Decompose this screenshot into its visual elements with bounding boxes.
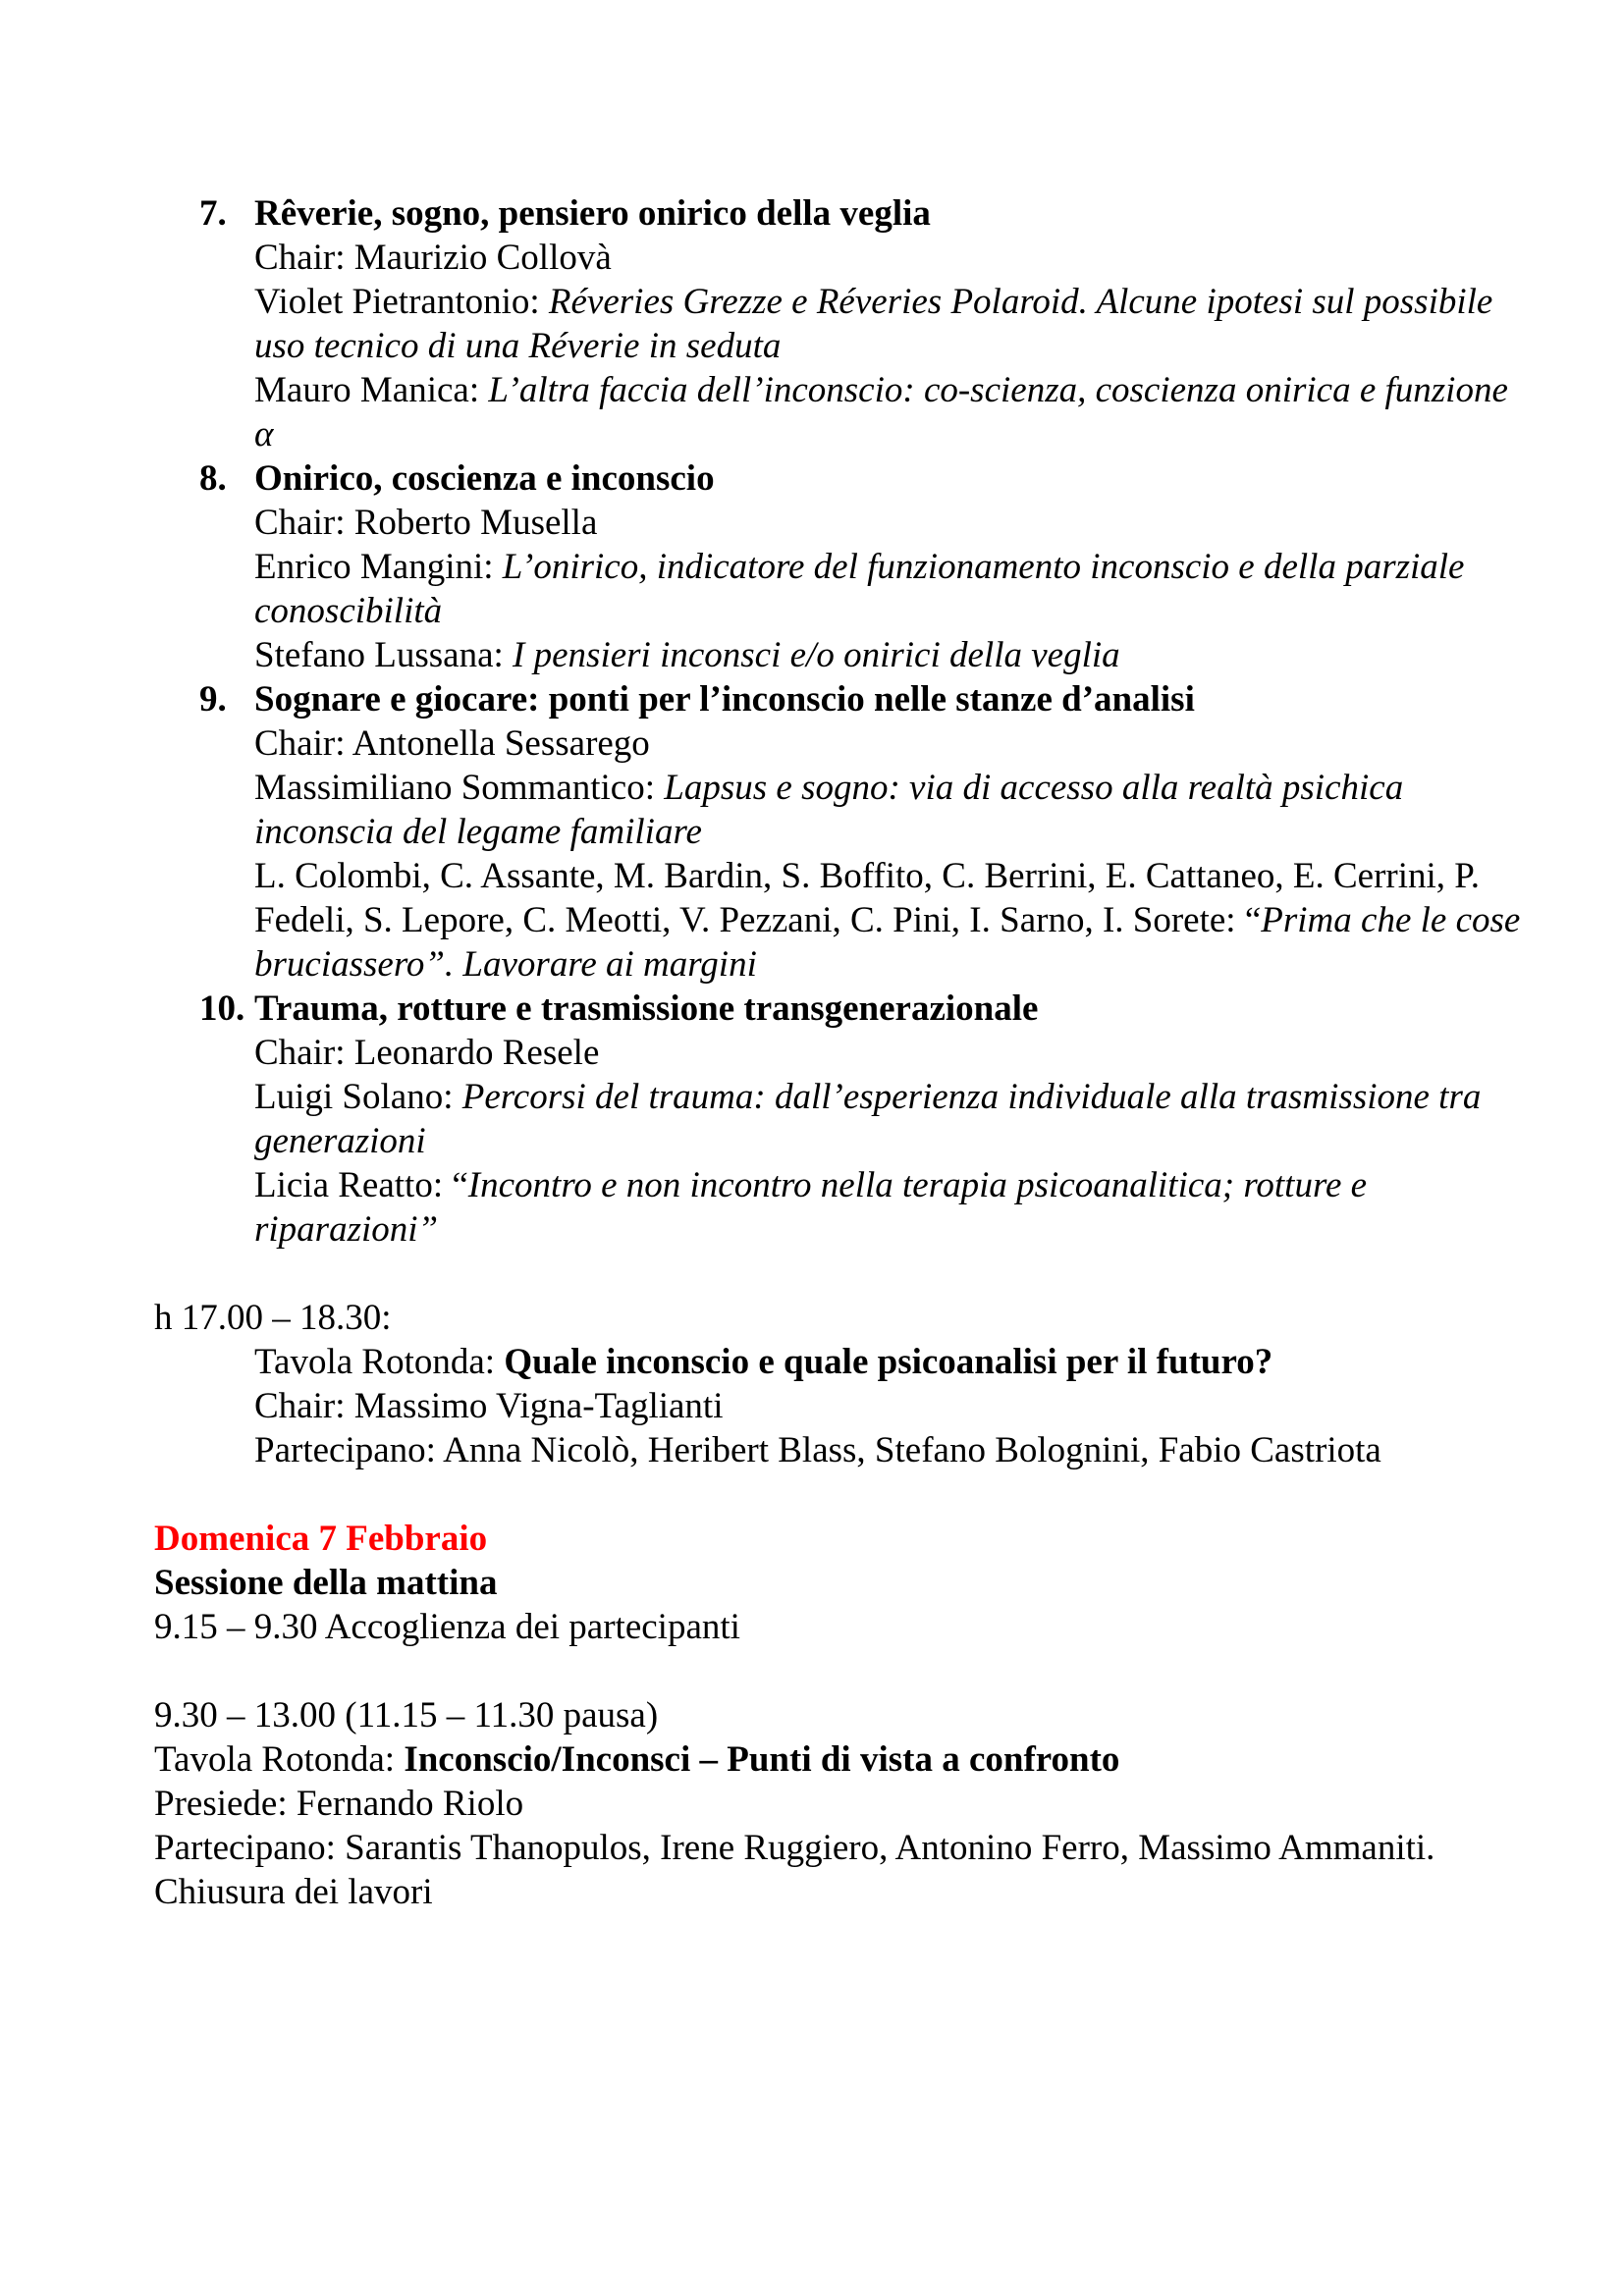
session-title: Onirico, coscienza e inconscio [254,458,715,499]
day-heading: Domenica 7 Febbraio [154,1519,488,1559]
talk-title: Prima che le cose bruciassero”. Lavorare ai margini [254,900,1521,985]
round-table-line [154,1737,1529,1782]
program-column [154,191,1529,1914]
session-item-7 [154,191,1529,456]
president-line: Presiede: Fernando Riolo [154,1784,524,1824]
talk-speaker: Enrico Mangini: [254,547,503,587]
session-chair: Chair: Leonardo Resele [254,1033,600,1073]
session-chair: Chair: Roberto Musella [254,503,598,543]
round-table-title: Quale inconscio e quale psicoanalisi per il futuro? [504,1342,1273,1382]
round-table-prefix: Tavola Rotonda: [154,1739,405,1780]
welcome-line: 9.15 – 9.30 Accoglienza dei partecipanti [154,1607,740,1647]
talk-speaker: Luigi Solano: [254,1077,462,1117]
session-number: 9. [199,679,227,720]
talk-entry [254,1163,1529,1252]
session-item-9 [154,677,1529,987]
session-item-10 [154,987,1529,1252]
session-heading: Sessione della mattina [154,1563,498,1603]
round-table-line [254,1340,1529,1384]
talk-speaker: Violet Pietrantonio: [254,282,549,322]
session-chair: Chair: Maurizio Collovà [254,238,612,278]
talk-title: I pensieri inconsci e/o onirici della veglia [513,635,1120,675]
session-number: 7. [199,193,227,234]
sunday-participants: Partecipano: Sarantis Thanopulos, Irene Ruggiero, Antonino Ferro, Massimo Ammaniti. [154,1828,1435,1868]
talk-entry [254,280,1529,368]
spacer [154,1649,1529,1693]
talk-entry [254,368,1529,456]
session-title: Sognare e giocare: ponti per l’inconscio nelle stanze d’analisi [254,679,1195,720]
talk-entry [254,1075,1529,1163]
session-item-8 [154,456,1529,677]
round-table-title: Inconscio/Inconsci – Punti di vista a confronto [404,1739,1120,1780]
talk-speaker: Licia Reatto: “ [254,1165,468,1205]
afternoon-chair: Chair: Massimo Vigna-Taglianti [254,1386,724,1426]
talk-entry [254,766,1529,854]
closing-line: Chiusura dei lavori [154,1872,433,1912]
talk-title: Lapsus e sogno: via di accesso alla realtà psichica inconscia del legame familiare [254,768,1404,852]
sunday-time: 9.30 – 13.00 (11.15 – 11.30 pausa) [154,1695,659,1735]
talk-entry [254,633,1529,677]
talk-title: L’onirico, indicatore del funzionamento inconscio e della parziale conoscibilità [254,547,1465,631]
session-number: 10. [199,988,245,1029]
talk-title: Réveries Grezze e Réveries Polaroid. Alcune ipotesi sul possibile uso tecnico di una Réverie in seduta [254,282,1493,366]
session-title: Rêverie, sogno, pensiero onirico della veglia [254,193,931,234]
round-table-prefix: Tavola Rotonda: [254,1342,505,1382]
spacer [154,1252,1529,1296]
afternoon-block [154,1296,1529,1472]
talk-entry [254,854,1529,987]
talk-speaker: L. Colombi, C. Assante, M. Bardin, S. Boffito, C. Berrini, E. Cattaneo, E. Cerrini, P. Fedeli, S. Lepore, C. Meotti, V. Pezzani, C. Pini, I. Sarno, I. Sorete: “ [254,856,1481,940]
afternoon-details [154,1340,1529,1472]
talk-title: Percorsi del trauma: dall’esperienza individuale alla trasmissione tra generazioni [254,1077,1482,1161]
session-title: Trauma, rotture e trasmissione transgenerazionale [254,988,1039,1029]
afternoon-participants: Partecipano: Anna Nicolò, Heribert Blass, Stefano Bolognini, Fabio Castriota [254,1430,1381,1470]
talk-title: Incontro e non incontro nella terapia psicoanalitica; rotture e riparazioni” [254,1165,1368,1250]
sunday-block [154,1517,1529,1914]
talk-speaker: Mauro Manica: [254,370,489,410]
session-chair: Chair: Antonella Sessarego [254,723,650,764]
talk-entry [254,545,1529,633]
spacer [154,1472,1529,1517]
talk-title: L’altra faccia dell’inconscio: co-scienza, coscienza onirica e funzione α [254,370,1508,454]
afternoon-time: h 17.00 – 18.30: [154,1298,392,1338]
talk-speaker: Stefano Lussana: [254,635,514,675]
session-number: 8. [199,458,227,499]
talk-speaker: Massimiliano Sommantico: [254,768,665,808]
